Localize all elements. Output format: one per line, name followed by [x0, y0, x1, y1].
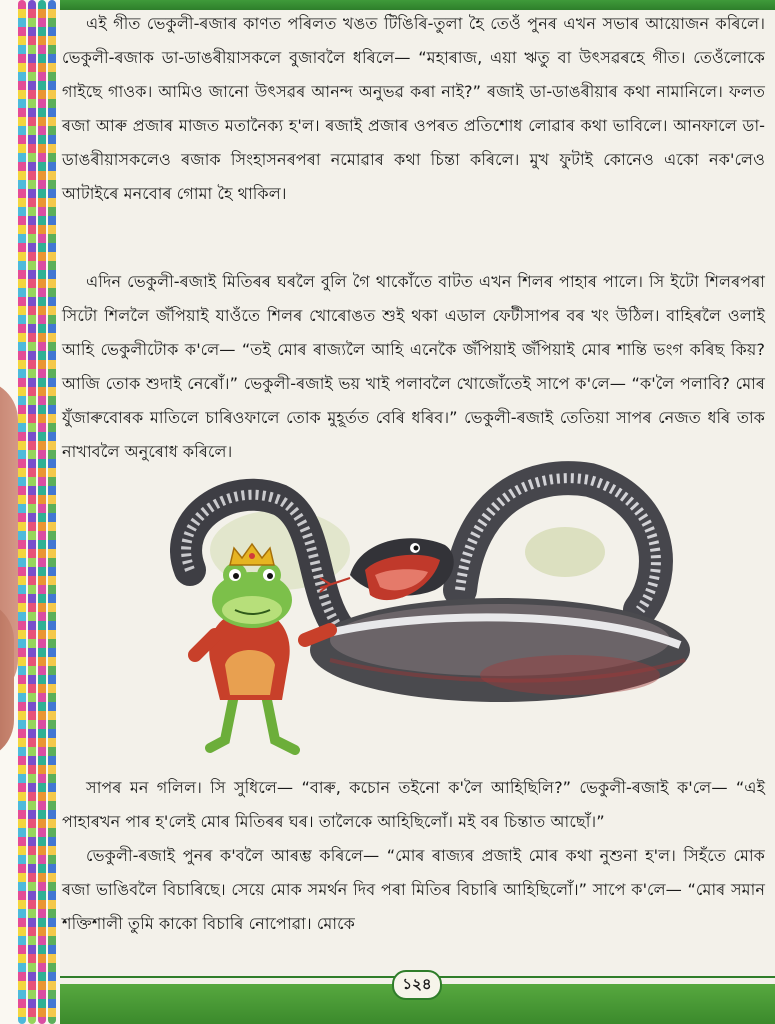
story-text-middle	[62, 265, 765, 468]
paragraph: ভেকুলী-ৰজাই পুনৰ ক'বলৈ আৰম্ভ কৰিলে— “মোৰ ৰাজ্যৰ প্ৰজাই মোৰ কথা নুশুনা হ'ল। সিহঁতে মোক ৰজা ভাঙিবলৈ বিচাৰিছে। সেয়ে মোক সমৰ্থন দিব পৰা মিতিৰ বিচাৰি আহিছিলোঁ।” সাপে ক'লে— “মোৰ সমান শক্তিশালী তুমি কাকো বিচাৰি নোপোৱা। মোকে	[62, 845, 765, 933]
braid-strand	[48, 0, 56, 1024]
frog-snake-illustration	[170, 460, 715, 760]
braid-strand	[38, 0, 46, 1024]
story-text-bottom	[62, 771, 765, 941]
paragraph: সাপৰ মন গলিল। সি সুধিলে— “বাৰু, কচোন তইনো ক'লৈ আহিছিলি?” ভেকুলী-ৰজাই ক'লে— “এই পাহাৰখন পাৰ হ'লেই মোৰ মিতিৰৰ ঘৰ। তালৈকে আহিছিলোঁ। মই বৰ চিন্তাত আছোঁ।”	[62, 778, 765, 831]
story-text-top	[62, 7, 765, 210]
decorative-side-border	[0, 0, 60, 1024]
braid-strand	[28, 0, 36, 1024]
braid-strand	[18, 0, 26, 1024]
page-number-badge	[392, 970, 442, 1000]
paragraph: এই গীত ভেকুলী-ৰজাৰ কাণত পৰিলত খঙত টিঙিৰি-তুলা হৈ তেওঁ পুনৰ এখন সভাৰ আয়োজন কৰিলে। ভেকুলী-ৰজাক ডা-ডাঙৰীয়াসকলে বুজাবলৈ ধৰিলে— “মহাৰাজ, এয়া ঋতু বা উৎসৱৰহে গীত। তেওঁলোকে গাইছে গাওক। আমিও জানো উৎসৱৰ আনন্দ অনুভৱ কৰা নাই?” ৰজাই ডা-ডাঙৰীয়াৰ কথা নামানিলে। ফলত ৰজা আৰু প্ৰজাৰ মাজত মতানৈক্য হ'ল। ৰজাই প্ৰজাৰ ওপৰত প্ৰতিশোধ লোৱাৰ কথা ভাবিলে। আনফালে ডা-ডাঙৰীয়াসকলেও ৰজাক সিংহাসনৰপৰা নমোৱাৰ কথা চিন্তা কৰিলে। মুখ ফুটাই কোনেও একো নক'লেও আটাইৰে মনবোৰ গোমা হৈ থাকিল।	[62, 14, 765, 203]
page-number: ১২৪	[402, 974, 432, 993]
paragraph: এদিন ভেকুলী-ৰজাই মিতিৰৰ ঘৰলৈ বুলি গৈ থাকোঁতে বাটত এখন শিলৰ পাহাৰ পালে। সি ইটো শিলৰপৰা সিটো শিললৈ জঁপিয়াই যাওঁতে শিলৰ খোৰোঙত শুই থকা এডাল ফেটীসাপৰ বৰ খং উঠিল। বাহিৰলৈ ওলাই আহি ভেকুলীটোক ক'লে— “তই মোৰ ৰাজ্যলৈ আহি এনেকৈ জঁপিয়াই জঁপিয়াই মোৰ শান্তি ভংগ কৰিছ কিয়? আজি তোক শুদাই নেৰোঁ।” ভেকুলী-ৰজাই ভয় খাই পলাবলৈ খোজোঁতেই সাপে ক'লে— “ক'লৈ পলাবি? মোৰ যুঁজাৰুবোৰক মাতিলে চাৰিওফালে তোক মুহূৰ্তত বেৰি ধৰিব।” ভেকুলী-ৰজাই তেতিয়া সাপৰ নেজত ধৰি তাক নাখাবলৈ অনুৰোধ কৰিলে।	[62, 272, 765, 461]
